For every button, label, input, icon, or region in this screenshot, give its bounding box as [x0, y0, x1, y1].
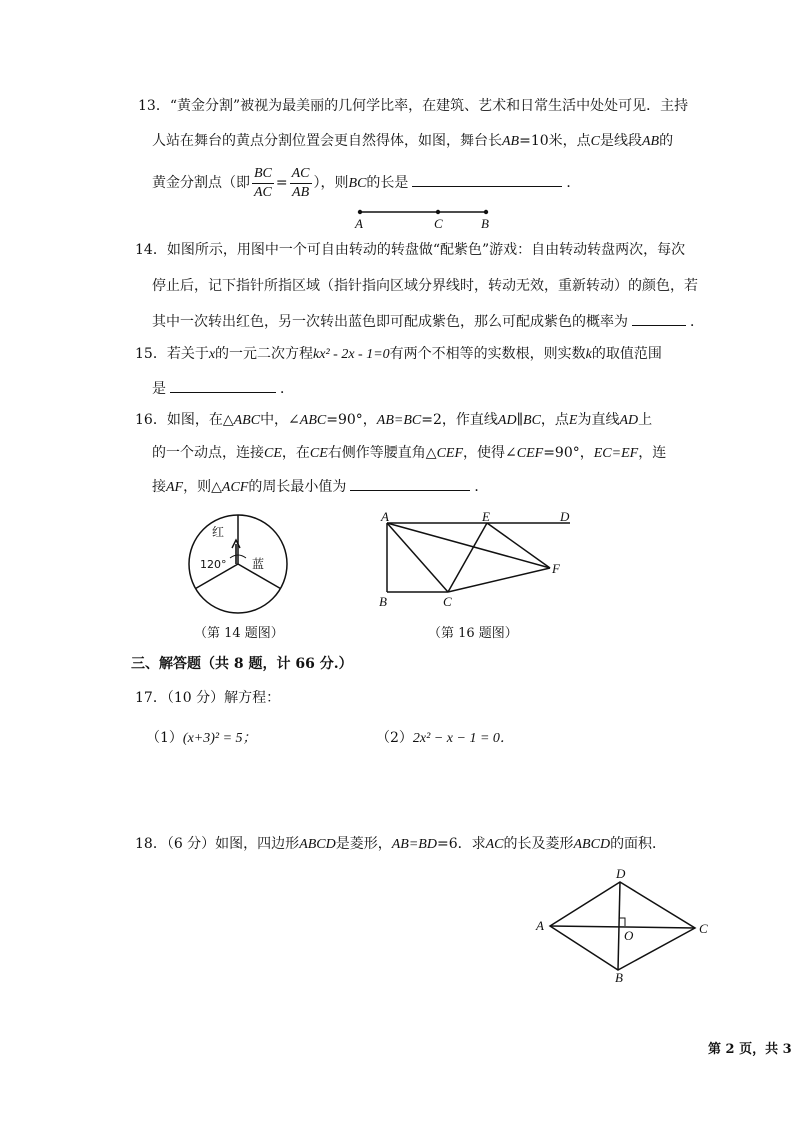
segment-ef	[487, 523, 550, 568]
q15-period: ．	[280, 381, 294, 397]
label-b: B	[481, 216, 489, 231]
label-c: C	[443, 594, 452, 609]
q18-t1c: =6．求	[436, 836, 486, 852]
label-c: C	[699, 921, 708, 936]
q16-ad: AD	[497, 413, 517, 428]
q16-t1d: =2，作直线	[421, 412, 498, 428]
q13-text-2a: 人站在舞台的黄点分割位置会更自然得体，如图，舞台长	[152, 133, 502, 149]
q16-acf: ACF	[221, 480, 249, 495]
segment-cf	[448, 568, 550, 592]
spinner-figure	[186, 512, 290, 616]
q17-part1-equation: (x+3)² = 5；	[182, 731, 257, 746]
segment-ac	[387, 523, 448, 592]
label-b: B	[615, 970, 623, 985]
q13-line2	[152, 131, 673, 152]
fraction-ac-ab	[290, 165, 312, 202]
q16-t2a: 的一个动点，连接	[152, 445, 264, 461]
q18-abbd: AB=BD	[391, 837, 437, 852]
q17-part2	[376, 728, 514, 749]
q17-part1	[146, 728, 257, 749]
q17-part2-label: （2）	[376, 730, 413, 746]
q14-text-1: 如图所示，用图中一个可自由转动的转盘做“配紫色”游戏：自由转动转盘两次，每次	[166, 242, 686, 258]
q18-abcd: ABCD	[299, 837, 336, 852]
q15-x: x	[208, 347, 216, 362]
q16-t3b: ，则△	[183, 479, 222, 495]
q17-part1-label: （1）	[146, 730, 183, 746]
q16-t1a: 如图，在△	[166, 412, 234, 428]
q16-t1h: 上	[638, 412, 653, 428]
q18-t1e: 的面积．	[610, 836, 667, 852]
q13-text-3d: 的长是	[366, 175, 409, 191]
point-a	[358, 210, 362, 214]
q13-text-2e: 是线段	[600, 133, 642, 149]
q17-intro: （10 分）解方程：	[166, 690, 281, 706]
q14-answer-blank[interactable]	[632, 311, 686, 326]
q13-answer-blank[interactable]	[412, 172, 562, 187]
frac2-denominator: AB	[292, 184, 310, 200]
section-3-heading: 三、解答题（共 8 题，计 66 分.）	[131, 656, 353, 672]
q16-ce2: CE	[309, 446, 328, 461]
q18-abcd2: ABCD	[573, 837, 611, 852]
q17-number: 17．	[135, 690, 167, 706]
q15-text-2a: 是	[152, 381, 166, 397]
q16-t1g: 为直线	[577, 412, 620, 428]
q16-abbc: AB=BC	[376, 413, 422, 428]
segment-ce	[448, 523, 487, 592]
q17-part2-equation: 2x² − x − 1 = 0．	[412, 731, 514, 746]
fig14-caption: （第 14 题图）	[194, 626, 284, 641]
label-red: 红	[212, 525, 225, 539]
q16-cef2: CEF	[516, 446, 544, 461]
q14-line2	[152, 276, 698, 296]
q16-line1	[135, 410, 652, 431]
q15-text-1a: 若关于	[166, 346, 209, 362]
label-b: B	[379, 594, 387, 609]
q16-ecef: EC=EF	[593, 446, 639, 461]
q16-abc: ABC	[233, 413, 261, 428]
q16-t1c: =90°，	[326, 412, 377, 428]
frac2-numerator: AC	[290, 165, 312, 184]
q15-equation: kx² - 2x - 1=0	[313, 347, 390, 362]
q13-period: ．	[566, 175, 581, 191]
q16-e: E	[568, 413, 578, 428]
segment-af	[387, 523, 550, 568]
q14-period: ．	[690, 314, 704, 330]
q16-ce: CE	[264, 446, 282, 461]
q14-text-2: 停止后，记下指针所指区域（指针指向区域分界线时，转动无效，重新转动）的颜色，若	[152, 278, 698, 294]
fig16-caption: （第 16 题图）	[428, 626, 518, 641]
q16-t2d: ，使得∠	[463, 445, 517, 461]
q16-t2c: 右侧作等腰直角△	[327, 445, 437, 461]
q18-t1d: 的长及菱形	[503, 836, 574, 852]
q18-t1a: （6 分）如图，四边形	[166, 836, 300, 852]
q16-t1e: ∥	[516, 412, 524, 428]
label-o: O	[624, 928, 634, 943]
q16-t3a: 接	[152, 479, 166, 495]
label-f: F	[552, 561, 560, 576]
label-120-degree: 120°	[200, 558, 227, 571]
q15-text-1c: 有两个不相等的实数根，则实数	[389, 346, 586, 362]
q18-t1b: 是菱形，	[335, 836, 392, 852]
diagonal-ac	[550, 926, 695, 928]
fraction-bc-ac	[252, 165, 274, 202]
q16-t2f: ，连	[638, 445, 667, 461]
label-a: A	[536, 918, 544, 933]
q13-line1	[138, 96, 688, 116]
q16-t1b: 中，∠	[260, 412, 300, 428]
q16-abc2: ABC	[299, 413, 327, 428]
page-footer: 第 2 页，共 3	[708, 1042, 792, 1057]
label-a: A	[355, 216, 363, 231]
q15-number: 15．	[135, 346, 167, 362]
q15-text-1d: 的取值范围	[591, 346, 662, 362]
q16-period: ．	[474, 479, 489, 495]
q14-text-3: 其中一次转出红色，另一次转出蓝色即可配成紫色，那么可配成紫色的概率为	[152, 314, 628, 330]
q16-t2e: =90°，	[543, 445, 594, 461]
q15-answer-blank[interactable]	[170, 378, 276, 393]
label-e: E	[482, 510, 490, 524]
q13-text-3b: ），则	[313, 175, 349, 191]
q13-line3	[152, 163, 580, 204]
label-d: D	[560, 510, 570, 524]
frac1-denominator: AC	[254, 184, 272, 200]
q15-line1	[135, 344, 662, 365]
q18-line1	[135, 834, 666, 855]
q15-text-1b: 的一元二次方程	[215, 346, 314, 362]
q14-line1	[135, 240, 685, 260]
q13-c: C	[590, 134, 600, 149]
q18-ac: AC	[485, 837, 504, 852]
q16-t1f: ，点	[540, 412, 569, 428]
q16-number: 16．	[135, 412, 167, 428]
label-d: D	[616, 866, 626, 881]
equals-sign: =	[275, 175, 288, 191]
q13-text-1: “黄金分割”被视为最美丽的几何学比率，在建筑、艺术和日常生活中处处可见．主持	[169, 98, 689, 114]
point-c	[436, 210, 440, 214]
label-a: A	[381, 510, 389, 524]
q14-line3	[152, 311, 704, 332]
q16-ad2: AD	[619, 413, 639, 428]
q15-line2	[152, 378, 294, 399]
q13-segment-figure	[350, 204, 500, 232]
q18-number: 18．	[135, 836, 167, 852]
q16-line2	[152, 443, 666, 464]
q13-ab2: AB	[642, 134, 660, 149]
q16-af: AF	[166, 480, 184, 495]
label-c: C	[434, 216, 443, 231]
q16-line3	[152, 476, 488, 498]
q16-bc: BC	[523, 413, 541, 428]
q17-line1	[135, 688, 280, 708]
q13-ab: AB	[502, 134, 520, 149]
q13-text-2g: 的	[659, 133, 674, 149]
q13-text-2c: =10米，点	[519, 133, 591, 149]
diagonal-bd	[618, 882, 620, 970]
q13-bc: BC	[348, 176, 367, 191]
q13-number: 13．	[138, 98, 170, 114]
q16-t2b: ，在	[281, 445, 310, 461]
q16-answer-blank[interactable]	[350, 476, 470, 491]
point-b	[484, 210, 488, 214]
label-blue: 蓝	[252, 557, 265, 571]
q14-number: 14．	[135, 242, 167, 258]
q13-text-3a: 黄金分割点（即	[152, 175, 250, 191]
q16-figure	[372, 510, 582, 610]
q15-k: k	[585, 347, 592, 362]
q16-t3c: 的周长最小值为	[248, 479, 347, 495]
rhombus-figure	[530, 866, 720, 986]
frac1-numerator: BC	[252, 165, 274, 184]
q16-cef: CEF	[436, 446, 464, 461]
